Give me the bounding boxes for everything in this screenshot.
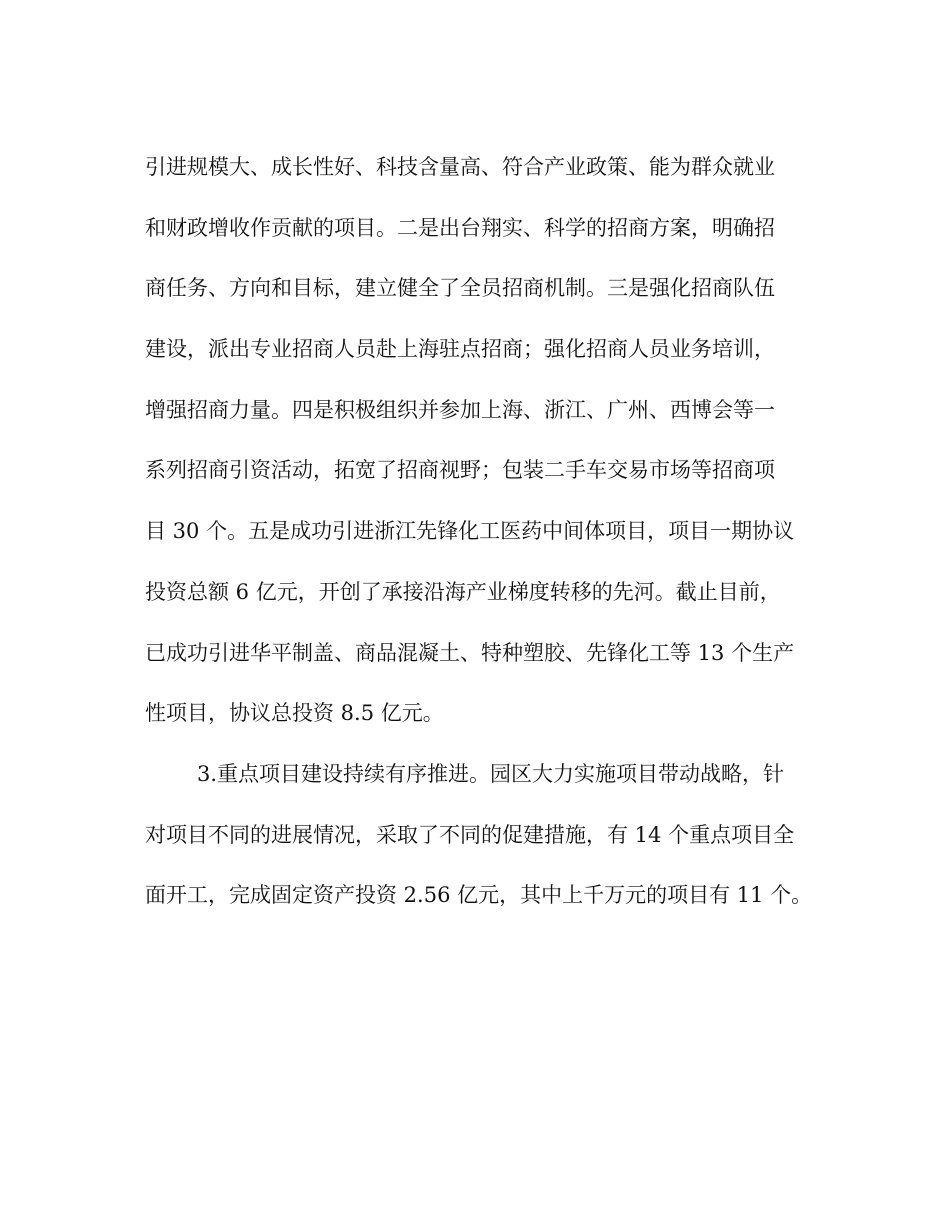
body-text [145,137,815,926]
text-line: 建设，派出专业招商人员赴上海驻点招商；强化招商人员业务培训， [145,337,775,362]
text-line: 商任务、方向和目标，建立健全了全员招商机制。三是强化招商队伍 [145,276,775,301]
text-line: 对项目不同的进展情况，采取了不同的促建措施，有 14 个重点项目全 [145,822,795,847]
text-line: 和财政增收作贡献的项目。二是出台翔实、科学的招商方案，明确招 [145,215,775,240]
text-line: 增强招商力量。四是积极组织并参加上海、浙江、广州、西博会等一 [145,397,775,422]
paragraph-start-line: 3.重点项目建设持续有序推进。园区大力实施项目带动战略，针 [197,761,785,786]
text-line: 已成功引进华平制盖、商品混凝土、特种塑胶、先锋化工等 13 个生产 [145,640,795,665]
text-line: 投资总额 6 亿元，开创了承接沿海产业梯度转移的先河。截止目前， [145,579,781,604]
text-line: 引进规模大、成长性好、科技含量高、符合产业政策、能为群众就业 [145,155,775,179]
text-line: 目 30 个。五是成功引进浙江先锋化工医药中间体项目，项目一期协议 [145,519,795,544]
text-line: 系列招商引资活动，拓宽了招商视野；包装二手车交易市场等招商项 [145,458,775,483]
text-line: 性项目，协议总投资 8.5 亿元。 [145,701,444,726]
text-line: 面开工，完成固定资产投资 2.56 亿元，其中上千万元的项目有 11 个。 [145,883,813,908]
